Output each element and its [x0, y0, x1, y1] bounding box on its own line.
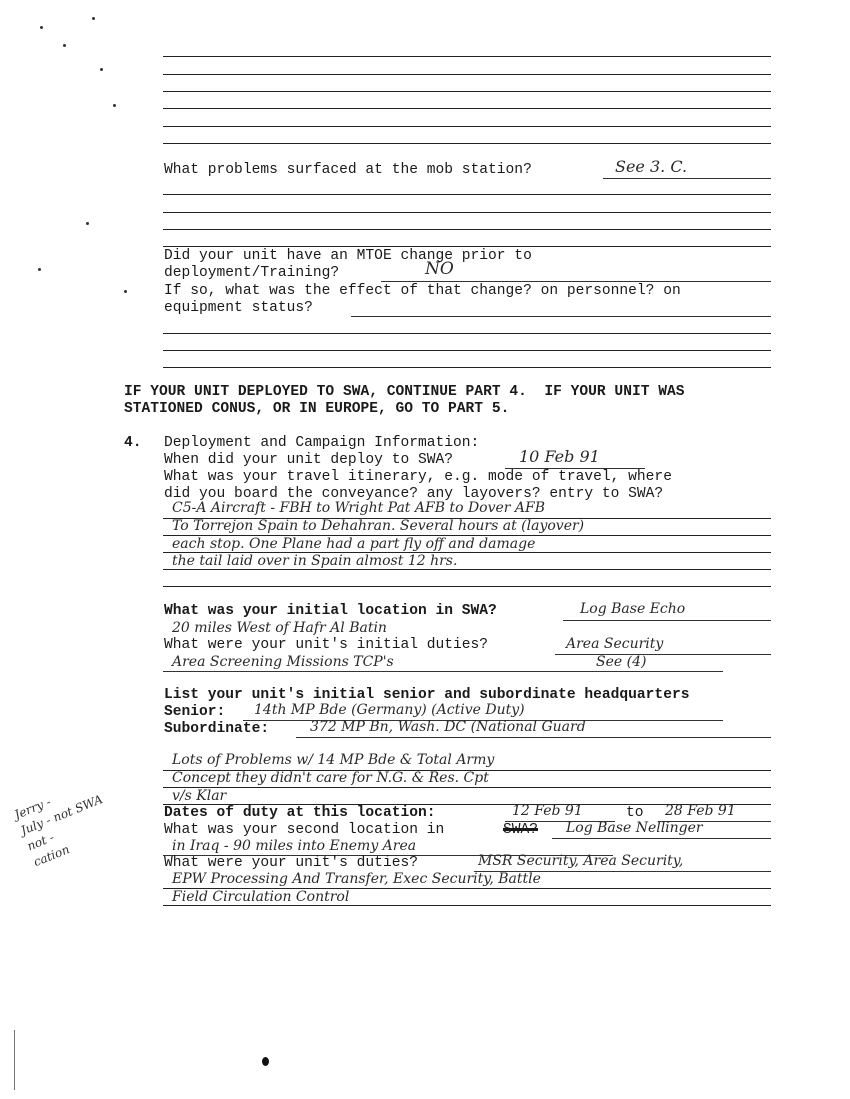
- part-number: 4.: [124, 435, 142, 451]
- scan-speck: [40, 26, 43, 29]
- subordinate-label: Subordinate:: [164, 721, 270, 737]
- effect-question-line2: equipment status?: [164, 300, 313, 316]
- hq-question: List your unit's initial senior and subordinate headquarters: [164, 687, 690, 703]
- itinerary-answer-line3: each stop. One Plane had a part fly off and damage: [172, 536, 536, 552]
- answer-rule: [163, 905, 771, 906]
- initial-location-answer: Log Base Echo: [580, 601, 686, 617]
- second-location-answer: Log Base Nellinger: [566, 820, 703, 836]
- blank-rule: [163, 91, 771, 92]
- answer-underline: [296, 737, 771, 738]
- blank-rule: [163, 246, 771, 247]
- blank-rule: [163, 108, 771, 109]
- answer-underline: [351, 316, 771, 317]
- effect-question-line1: If so, what was the effect of that change? on personnel? on: [164, 283, 681, 299]
- scan-speck: [124, 290, 127, 293]
- dates-to: 28 Feb 91: [665, 803, 736, 819]
- answer-underline: [381, 281, 771, 282]
- duties-question: What were your unit's duties?: [164, 855, 418, 871]
- dates-question: Dates of duty at this location:: [164, 805, 436, 821]
- deploy-answer: 10 Feb 91: [519, 447, 600, 466]
- itinerary-question-line1: What was your travel itinerary, e.g. mode of travel, where: [164, 469, 672, 485]
- initial-duties-answer: Area Security: [566, 636, 664, 652]
- answer-underline: [603, 178, 771, 179]
- blank-rule: [163, 126, 771, 127]
- mtoe-question-line1: Did your unit have an MTOE change prior to: [164, 248, 532, 264]
- duties-answer-line2: EPW Processing And Transfer, Exec Security, Battle: [172, 871, 541, 887]
- initial-duties-reference: See (4): [596, 654, 647, 670]
- second-location-struck: SWA?: [503, 822, 539, 838]
- second-location-detail: in Iraq - 90 miles into Enemy Area: [172, 838, 417, 854]
- senior-answer: 14th MP Bde (Germany) (Active Duty): [254, 702, 525, 718]
- blank-rule: [163, 586, 771, 587]
- instructions-line1: IF YOUR UNIT DEPLOYED TO SWA, CONTINUE PART 4. IF YOUR UNIT WAS: [124, 384, 685, 400]
- scan-speck: [92, 17, 95, 20]
- scan-speck: [113, 104, 116, 107]
- blank-rule: [163, 212, 771, 213]
- problems-answer-line1: Lots of Problems w/ 14 MP Bde & Total Army: [172, 752, 495, 768]
- deploy-question: When did your unit deploy to SWA?: [164, 452, 454, 468]
- itinerary-answer-line1: C5-A Aircraft - FBH to Wright Pat AFB to Dover AFB: [172, 500, 546, 516]
- initial-location-detail: 20 miles West of Hafr Al Batin: [172, 620, 387, 636]
- scan-edge-line: [14, 1030, 15, 1090]
- mob-station-question: What problems surfaced at the mob station?: [164, 162, 532, 178]
- mob-station-answer: See 3. C.: [615, 157, 688, 176]
- answer-underline: [555, 654, 771, 655]
- scan-speck: [100, 68, 103, 71]
- problems-answer-line3: v/s Klar: [172, 788, 227, 804]
- scan-speck: [86, 222, 89, 225]
- blank-rule: [163, 56, 771, 57]
- instructions-line2: STATIONED CONUS, OR IN EUROPE, GO TO PART 5.: [124, 401, 510, 417]
- itinerary-question-line2: did you board the conveyance? any layovers? entry to SWA?: [164, 486, 664, 502]
- answer-rule: [163, 569, 771, 570]
- problems-answer-line2: Concept they didn't care for N.G. & Res. Cpt: [172, 770, 489, 786]
- scan-dot: [262, 1057, 269, 1066]
- duties-answer-line3: Field Circulation Control: [172, 889, 350, 905]
- blank-rule: [163, 333, 771, 334]
- itinerary-answer-line4: the tail laid over in Spain almost 12 hrs.: [172, 553, 458, 569]
- blank-rule: [163, 229, 771, 230]
- blank-rule: [163, 143, 771, 144]
- subordinate-answer: 372 MP Bn, Wash. DC (National Guard: [310, 719, 586, 735]
- blank-rule: [163, 74, 771, 75]
- dates-to-word: to: [626, 805, 644, 821]
- mtoe-question-line2: deployment/Training?: [164, 265, 340, 281]
- scan-speck: [38, 268, 41, 271]
- blank-rule: [163, 367, 771, 368]
- duties-answer-line1: MSR Security, Area Security,: [478, 853, 684, 869]
- blank-rule: [163, 194, 771, 195]
- blank-rule: [163, 350, 771, 351]
- answer-underline: [163, 671, 723, 672]
- scan-speck: [63, 44, 66, 47]
- initial-duties-question: What were your unit's initial duties?: [164, 637, 489, 653]
- itinerary-answer-line2: To Torrejon Spain to Dehahran. Several hours at (layover): [172, 518, 585, 534]
- part4-heading: Deployment and Campaign Information:: [164, 435, 480, 451]
- initial-location-question: What was your initial location in SWA?: [164, 603, 497, 619]
- second-location-question: What was your second location in: [164, 822, 445, 838]
- initial-duties-detail: Area Screening Missions TCP's: [172, 654, 394, 670]
- margin-note: Jerry - July - not SWA not - cation: [12, 792, 105, 870]
- dates-from: 12 Feb 91: [512, 803, 583, 819]
- mtoe-answer: NO: [425, 259, 454, 279]
- senior-label: Senior:: [164, 704, 226, 720]
- answer-underline: [563, 620, 771, 621]
- answer-rule: [163, 787, 771, 788]
- answer-underline: [552, 838, 771, 839]
